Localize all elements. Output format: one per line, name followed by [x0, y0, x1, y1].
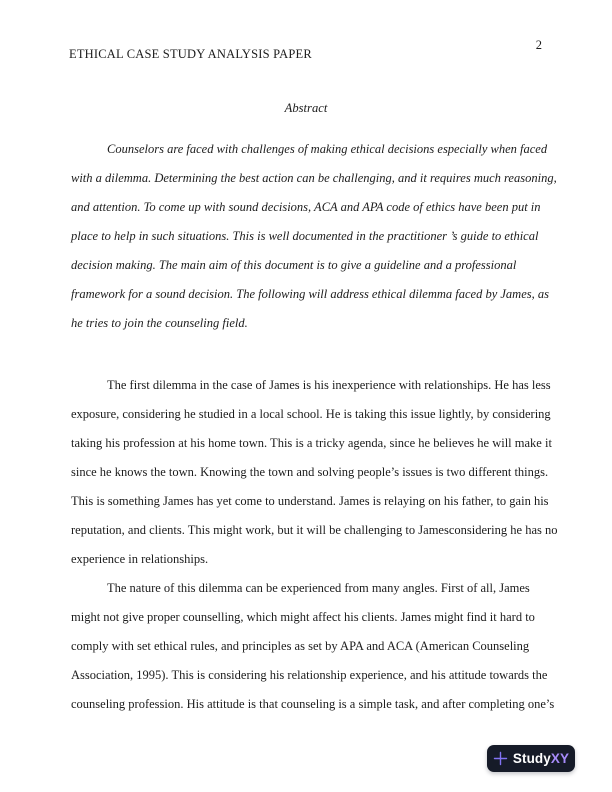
running-head: ETHICAL CASE STUDY ANALYSIS PAPER: [69, 47, 312, 61]
text-line: and attention. To come up with sound decisions, ACA and APA code of ethics have been put in: [71, 200, 541, 214]
studyxy-logo: [487, 745, 575, 772]
text-line: This is something James has yet come to understand. James is relaying on his father, to gain his: [71, 494, 549, 508]
text-line: reputation, and clients. This might work, but it will be challenging to Jamesconsidering he has no: [71, 523, 558, 537]
text-line: Counselors are faced with challenges of making ethical decisions especially when faced: [107, 142, 548, 156]
text-line: Association, 1995). This is considering his relationship experience, and his attitude towards the: [71, 668, 548, 682]
text-line: with a dilemma. Determining the best action can be challenging, and it requires much reasoning,: [71, 171, 557, 185]
abstract-section: [71, 135, 571, 338]
plus-icon: [493, 751, 508, 766]
text-line: framework for a sound decision. The following will address ethical dilemma faced by James, as: [71, 287, 549, 301]
brand-primary-text: Study: [512, 750, 551, 766]
text-line: might not give proper counselling, which might affect his clients. James might find it hard to: [71, 610, 535, 624]
body-section: [71, 371, 571, 719]
page-number: 2: [535, 38, 542, 52]
text-line: experience in relationships.: [71, 552, 209, 566]
text-line: he tries to join the counseling field.: [71, 316, 248, 330]
text-line: place to help in such situations. This is well documented in the practitioner ’s guide to ethical: [71, 229, 539, 243]
brand-wordmark: [513, 752, 569, 766]
text-line: decision making. The main aim of this document is to give a guideline and a professional: [71, 258, 517, 272]
text-line: The nature of this dilemma can be experienced from many angles. First of all, James: [107, 581, 530, 595]
abstract-heading: Abstract: [284, 101, 328, 115]
text-line: counseling profession. His attitude is that counseling is a simple task, and after completing one’s: [71, 697, 555, 711]
brand-accent-text: XY: [550, 750, 570, 766]
text-line: since he knows the town. Knowing the town and solving people’s issues is two different things.: [71, 465, 549, 479]
abstract-paragraph: [71, 135, 571, 338]
text-line: taking his profession at his home town. This is a tricky agenda, since he believes he will make it: [71, 436, 552, 450]
text-line: exposure, considering he studied in a local school. He is taking this issue lightly, by considering: [71, 407, 551, 421]
body-paragraph-1: [71, 371, 571, 574]
body-paragraph-2: [71, 574, 571, 719]
text-line: The first dilemma in the case of James is his inexperience with relationships. He has less: [107, 378, 551, 392]
text-line: comply with set ethical rules, and principles as set by APA and ACA (American Counseling: [71, 639, 530, 653]
